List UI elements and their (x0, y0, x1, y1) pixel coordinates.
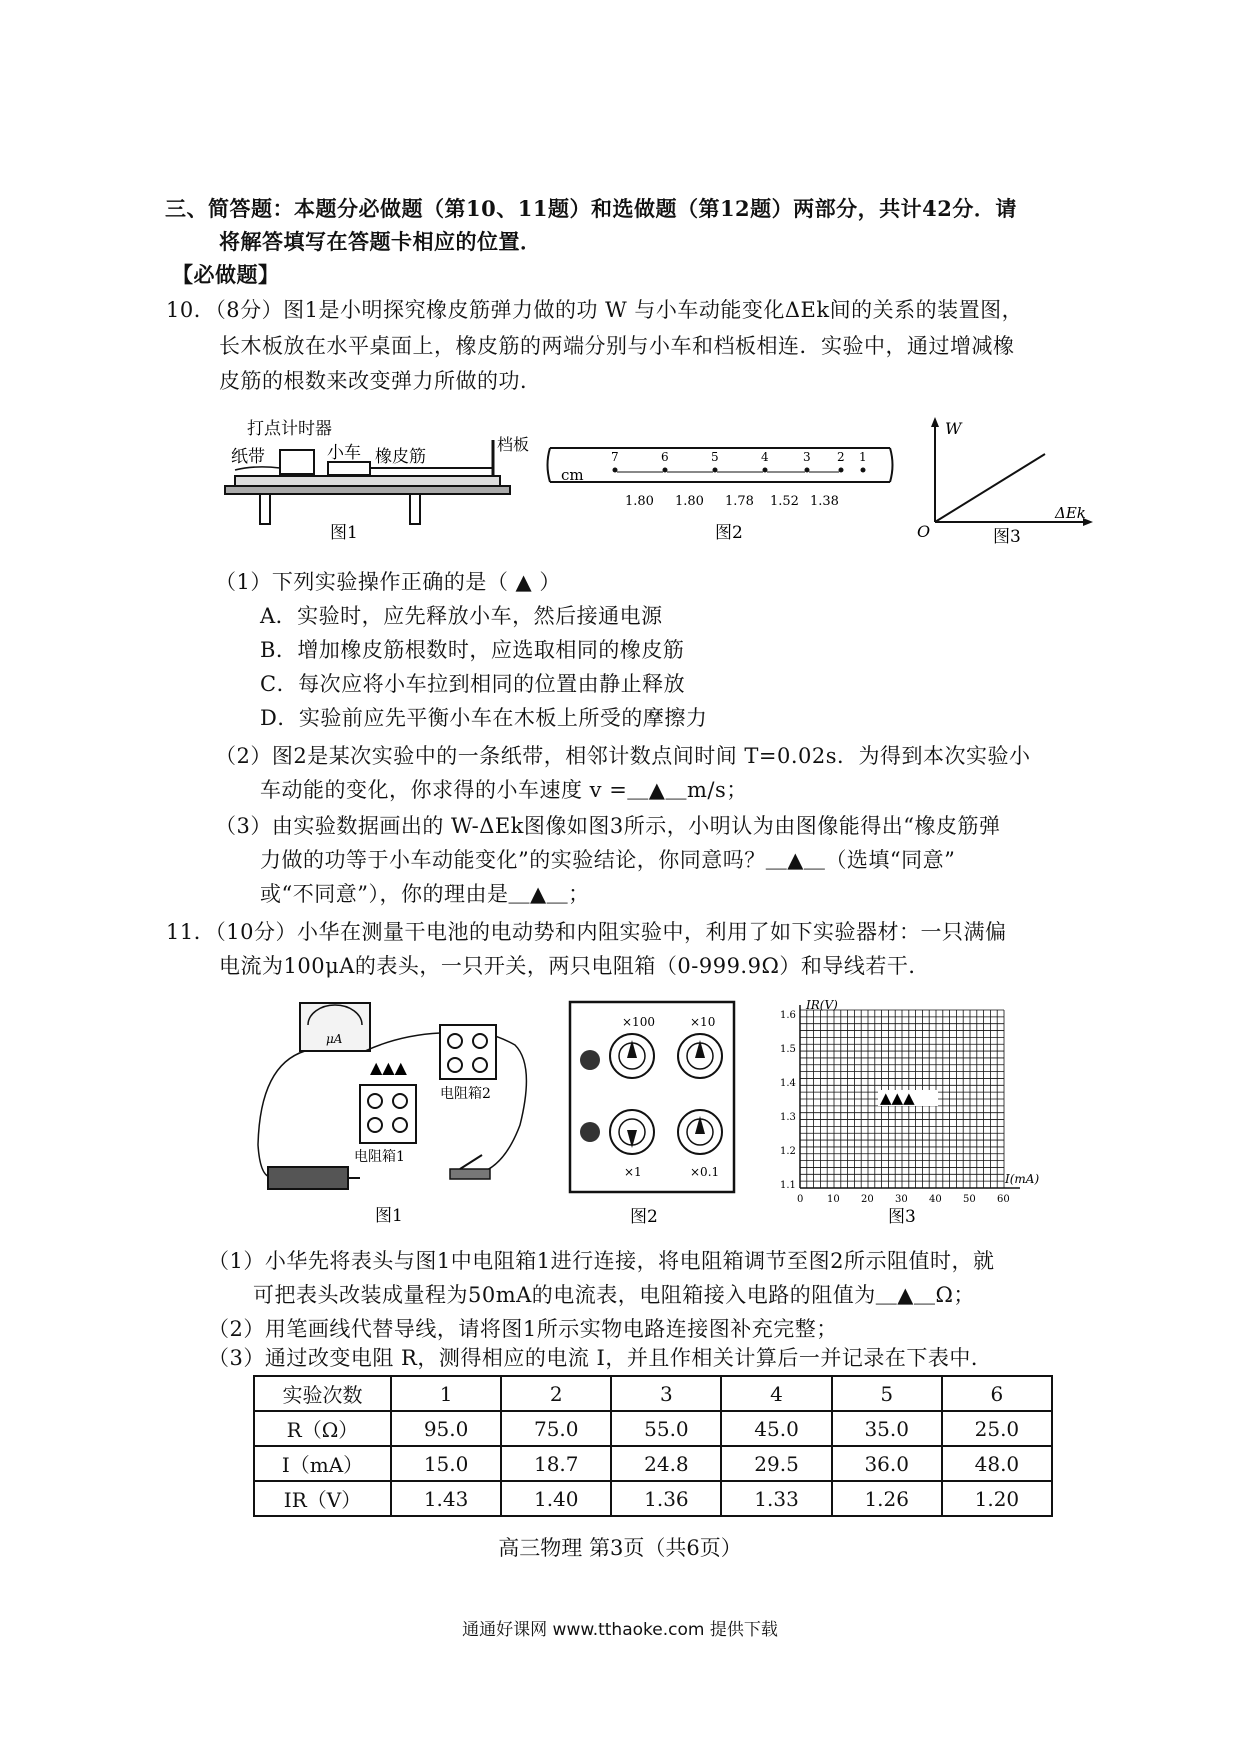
fig1-band-label: 橡皮筋 (375, 447, 426, 467)
fig1-long-board (235, 476, 500, 486)
required-tag: 【必做题】 (172, 262, 280, 287)
fig2-unit-label: cm (561, 466, 584, 484)
table-cell: I（mA） (254, 1446, 391, 1481)
fig2-dial-label-x10: ×10 (690, 1015, 716, 1029)
table-cell: 45.0 (721, 1411, 831, 1446)
section-heading-line1: 三、简答题：本题分必做题（第10、11题）和选做题（第12题）两部分，共计42分．请 (165, 196, 1017, 221)
fig2-panel (570, 1002, 734, 1192)
fig2-point-label-5: 5 (711, 450, 719, 464)
table-header-cell: 4 (721, 1376, 831, 1411)
q10-option-d: D．实验前应先平衡小车在木板上所受的摩擦力 (260, 706, 708, 730)
table-cell: IR（V） (254, 1481, 391, 1516)
table-cell: 1.33 (721, 1481, 831, 1516)
q11-part2: （2）用笔画线代替导线，请将图1所示实物电路连接图补充完整； (208, 1317, 838, 1341)
fig1-cart-label: 小车 (327, 443, 361, 463)
fig2-dot-2 (839, 468, 844, 473)
fig2-terminal-bottom (580, 1122, 600, 1142)
fig1-switch (450, 1169, 490, 1179)
fig2-dot-3 (805, 468, 810, 473)
fig2-gap-5: 1.38 (810, 494, 839, 509)
q10-part3-line1: （3）由实验数据画出的 W-ΔEk图像如图3所示，小明认为由图像能得出“橡皮筋弹 (215, 814, 1001, 838)
fig2-dial-label-x1: ×1 (624, 1165, 642, 1179)
q11-fig3-grid (760, 995, 1050, 1230)
table-cell: 35.0 (832, 1411, 942, 1446)
fig3-x-label-q11: I(mA) (1005, 1172, 1040, 1186)
table-header-cell: 实验次数 (254, 1376, 391, 1411)
table-row (254, 1481, 1052, 1516)
fig2-dot-5 (713, 468, 718, 473)
fig2-point-label-6: 6 (661, 450, 669, 464)
fig2-terminal-top (580, 1050, 600, 1070)
fig2-point-label-1: 1 (859, 450, 867, 464)
fig2-dial-label-x100: ×100 (622, 1015, 655, 1029)
fig2-dial-label-x0.1: ×0.1 (690, 1165, 720, 1179)
fig1-resistor-box-2 (440, 1025, 496, 1079)
table-cell: 36.0 (832, 1446, 942, 1481)
fig1-board-label: 档板 (497, 435, 530, 454)
table-cell: 1.20 (942, 1481, 1052, 1516)
fig2-caption-q11: 图2 (630, 1207, 658, 1227)
fig1-table-top (225, 486, 510, 494)
fig3-xtick-40: 40 (929, 1194, 942, 1205)
table-cell: 48.0 (942, 1446, 1052, 1481)
fig2-gap-3: 1.78 (725, 494, 754, 509)
q10-fig3-graph (905, 412, 1105, 547)
fig3-ytick-1.1: 1.1 (780, 1180, 796, 1191)
q10-option-b: B．增加橡皮筋根数时，应选取相同的橡皮筋 (260, 638, 685, 662)
fig2-dot-4 (763, 468, 768, 473)
q10-line3: 皮筋的根数来改变弹力所做的功． (219, 369, 542, 393)
fig3-ytick-1.3: 1.3 (780, 1112, 796, 1123)
q10-option-c: C．每次应将小车拉到相同的位置由静止释放 (260, 672, 686, 696)
fig2-dot-6 (663, 468, 668, 473)
fig1-meter-label: μA (326, 1032, 343, 1046)
q10-fig1-apparatus (225, 410, 530, 550)
q10-part1: （1）下列实验操作正确的是（ ▲ ） (215, 570, 561, 594)
fig2-point-label-2: 2 (837, 450, 845, 464)
fig1-box2-label: 电阻箱2 (440, 1086, 491, 1102)
section-heading-line2: 将解答填写在答题卡相应的位置． (219, 229, 542, 254)
table-cell: 95.0 (391, 1411, 501, 1446)
table-cell: 75.0 (501, 1411, 611, 1446)
fig3-caption: 图3 (993, 527, 1021, 547)
table-header-cell: 5 (832, 1376, 942, 1411)
q11-fig2-dials (568, 1000, 738, 1230)
fig3-ytick-1.2: 1.2 (780, 1146, 796, 1157)
fig1-timer-label: 打点计时器 (247, 419, 332, 439)
fig3-triangles-q11: ▲▲▲ (880, 1089, 915, 1107)
page-footer: 高三物理 第3页（共6页） (498, 1536, 742, 1560)
fig1-triangles: ▲▲▲ (370, 1058, 407, 1077)
fig3-line (935, 454, 1045, 522)
q10-line1: 10．（8分）图1是小明探究橡皮筋弹力做的功 W 与小车动能变化ΔEk间的关系的装置图， (166, 298, 1024, 322)
fig2-point-label-7: 7 (611, 450, 619, 464)
q10-part2-line2: 车动能的变化，你求得的小车速度 v =＿▲＿m/s； (260, 778, 748, 802)
q10-part3-line2: 力做的功等于小车动能变化”的实验结论，你同意吗？＿▲＿（选填“同意” (260, 848, 956, 872)
fig1-paper-tape (235, 467, 280, 470)
fig1-cart (328, 462, 370, 475)
table-header-cell: 3 (611, 1376, 721, 1411)
fig1-table-leg-right (410, 494, 420, 524)
fig3-y-label-q11: IR(V) (806, 998, 838, 1012)
table-header-cell: 2 (501, 1376, 611, 1411)
table-cell: 1.26 (832, 1481, 942, 1516)
fig1-caption: 图1 (330, 523, 358, 543)
fig2-dot-7 (613, 468, 618, 473)
table-cell: 1.36 (611, 1481, 721, 1516)
table-cell: R（Ω） (254, 1411, 391, 1446)
table-cell: 1.43 (391, 1481, 501, 1516)
fig3-caption-q11: 图3 (888, 1207, 916, 1227)
fig3-xtick-50: 50 (963, 1194, 976, 1205)
q10-part2-line1: （2）图2是某次实验中的一条纸带，相邻计数点间时间 T=0.02s．为得到本次实验小 (215, 744, 1031, 768)
q11-line1: 11．（10分）小华在测量干电池的电动势和内阻实验中，利用了如下实验器材：一只满偏 (166, 920, 1007, 944)
fig3-ytick-1.5: 1.5 (780, 1044, 796, 1055)
fig3-xtick-30: 30 (895, 1194, 908, 1205)
fig2-gap-2: 1.80 (675, 494, 704, 509)
fig1-box1-label: 电阻箱1 (354, 1149, 405, 1165)
fig1-caption-q11: 图1 (375, 1206, 403, 1226)
fig3-origin: O (917, 522, 931, 541)
q11-line2: 电流为100μA的表头，一只开关，两只电阻箱（0-999.9Ω）和导线若干． (219, 954, 930, 978)
q11-data-table (253, 1375, 1053, 1517)
table-cell: 1.40 (501, 1481, 611, 1516)
fig1-timer-box (280, 450, 314, 474)
fig2-dot-1 (861, 468, 866, 473)
fig2-point-label-4: 4 (761, 450, 769, 464)
fig3-y-label: W (945, 419, 962, 438)
q10-line2: 长木板放在水平桌面上，橡皮筋的两端分别与小车和档板相连．实验中，通过增减橡 (219, 334, 1015, 358)
fig1-tape-label: 纸带 (231, 447, 265, 467)
q10-part3-line3: 或“不同意”），你的理由是＿▲＿； (260, 882, 590, 906)
table-header-cell: 6 (942, 1376, 1052, 1411)
fig2-gap-4: 1.52 (770, 494, 799, 509)
table-cell: 29.5 (721, 1446, 831, 1481)
download-note: 通通好课网 www.tthaoke.com 提供下载 (462, 1620, 778, 1640)
fig1-battery (268, 1167, 348, 1189)
fig2-caption: 图2 (715, 523, 743, 543)
fig2-gap-1: 1.80 (625, 494, 654, 509)
fig3-xtick-60: 60 (997, 1194, 1010, 1205)
table-cell: 15.0 (391, 1446, 501, 1481)
q10-option-a: A．实验时，应先释放小车，然后接通电源 (260, 604, 663, 628)
table-cell: 24.8 (611, 1446, 721, 1481)
q10-fig2-tape (545, 440, 895, 543)
fig3-xtick-20: 20 (861, 1194, 874, 1205)
table-cell: 18.7 (501, 1446, 611, 1481)
table-header-row (254, 1376, 1052, 1411)
table-row (254, 1446, 1052, 1481)
fig3-ytick-1.6: 1.6 (780, 1010, 796, 1021)
fig1-resistor-box-1 (360, 1085, 416, 1143)
fig3-x-label: ΔEk (1055, 504, 1086, 522)
q11-part1-line1: （1）小华先将表头与图1中电阻箱1进行连接，将电阻箱调节至图2所示阻值时，就 (208, 1249, 995, 1273)
fig1-table-leg-left (260, 494, 270, 524)
q11-fig1-circuit (250, 995, 550, 1225)
table-cell: 55.0 (611, 1411, 721, 1446)
table-row (254, 1411, 1052, 1446)
table-header-cell: 1 (391, 1376, 501, 1411)
fig3-ytick-1.4: 1.4 (780, 1078, 796, 1089)
fig3-xtick-0: 0 (797, 1194, 804, 1205)
fig2-point-label-3: 3 (803, 450, 811, 464)
table-cell: 25.0 (942, 1411, 1052, 1446)
fig3-xtick-10: 10 (827, 1194, 840, 1205)
q11-part1-line2: 可把表头改装成量程为50mA的电流表，电阻箱接入电路的阻值为＿▲＿Ω； (253, 1283, 975, 1307)
q11-part3: （3）通过改变电阻 R，测得相应的电流 I，并且作相关计算后一并记录在下表中． (208, 1346, 993, 1370)
